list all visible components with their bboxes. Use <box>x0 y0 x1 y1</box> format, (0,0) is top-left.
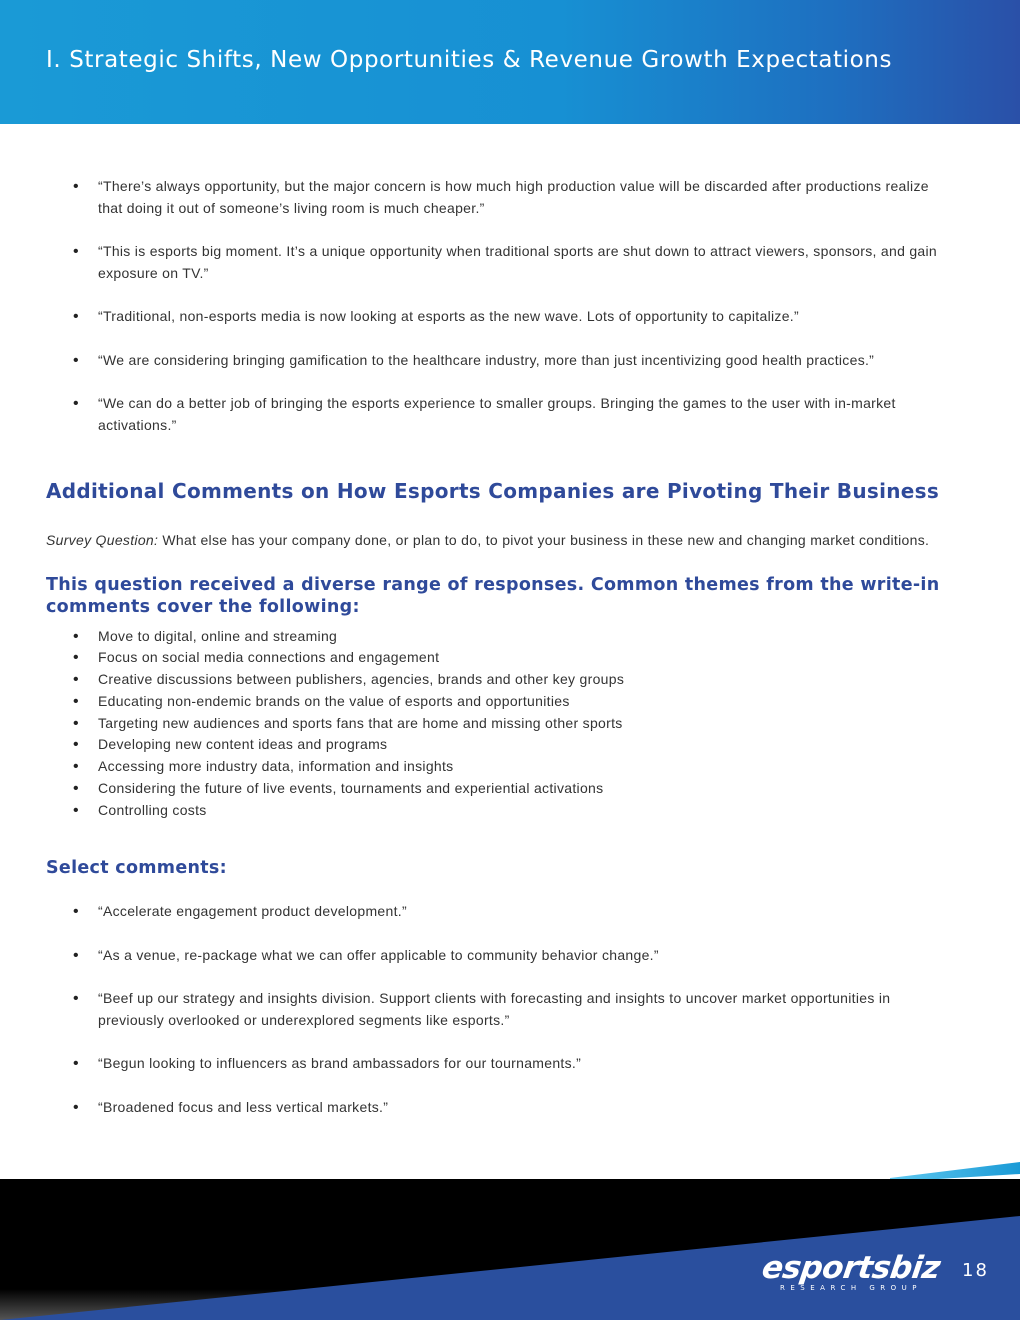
comment-item: • “Accelerate engagement product development.” <box>46 901 951 923</box>
theme-item: • Developing new content ideas and programs <box>46 734 951 756</box>
comment-item: • “As a venue, re-package what we can offer applicable to community behavior change.” <box>46 945 951 967</box>
comment-item: • “Broadened focus and less vertical markets.” <box>46 1097 951 1119</box>
quote-item: • “We are considering bringing gamification to the healthcare industry, more than just incentivizing good health practices.” <box>46 350 951 372</box>
theme-item: • Accessing more industry data, information and insights <box>46 756 951 778</box>
theme-item: • Targeting new audiences and sports fans that are home and missing other sports <box>46 713 951 735</box>
page-footer <box>0 1160 1020 1320</box>
select-comments-heading: Select comments: <box>46 858 227 879</box>
esportsbiz-logo <box>759 1250 943 1293</box>
theme-item: • Considering the future of live events, tournaments and experiential activations <box>46 778 951 800</box>
theme-item: • Creative discussions between publishers, agencies, brands and other key groups <box>46 669 951 691</box>
logo-tagline: RESEARCH GROUP <box>780 1284 922 1292</box>
survey-question <box>46 530 951 552</box>
comment-item: • “Beef up our strategy and insights division. Support clients with forecasting and insights to uncover market opportunities in previously overlooked or underexplored segments like esports.” <box>46 988 951 1031</box>
themes-heading: This question received a diverse range of responses. Common themes from the write-in comments cover the following: <box>46 574 940 617</box>
theme-item: • Controlling costs <box>46 800 951 822</box>
theme-item: • Move to digital, online and streaming <box>46 626 951 648</box>
comment-item: • “Begun looking to influencers as brand ambassadors for our tournaments.” <box>46 1053 951 1075</box>
quote-item: • “Traditional, non-esports media is now looking at esports as the new wave. Lots of opportunity to capitalize.” <box>46 306 951 328</box>
main-content <box>46 176 951 1140</box>
survey-question-text: What else has your company done, or plan to do, to pivot your business in these new and changing market conditions. <box>158 532 930 548</box>
page-number: 18 <box>962 1260 989 1281</box>
survey-question-label: Survey Question: <box>46 532 159 548</box>
header-title: I. Strategic Shifts, New Opportunities & Revenue Growth Expectations <box>46 47 893 73</box>
quote-item: • “There’s always opportunity, but the major concern is how much high production value will be discarded after productions realize that doing it out of someone’s living room is much cheaper.” <box>46 176 951 219</box>
footer-graphic <box>0 1160 1020 1320</box>
quote-item: • “This is esports big moment. It’s a unique opportunity when traditional sports are shut down to attract viewers, sponsors, and gain exposure on TV.” <box>46 241 951 284</box>
page-header <box>0 0 1020 124</box>
select-comments-list <box>46 901 951 1118</box>
section-heading: Additional Comments on How Esports Companies are Pivoting Their Business <box>46 479 940 503</box>
logo-wordmark: esportsbiz <box>759 1250 943 1286</box>
theme-item: • Focus on social media connections and engagement <box>46 647 951 669</box>
intro-quotes-list <box>46 176 951 436</box>
theme-item: • Educating non-endemic brands on the value of esports and opportunities <box>46 691 951 713</box>
themes-list <box>46 626 951 822</box>
quote-item: • “We can do a better job of bringing the esports experience to smaller groups. Bringing the games to the user with in-market activations.” <box>46 393 951 436</box>
